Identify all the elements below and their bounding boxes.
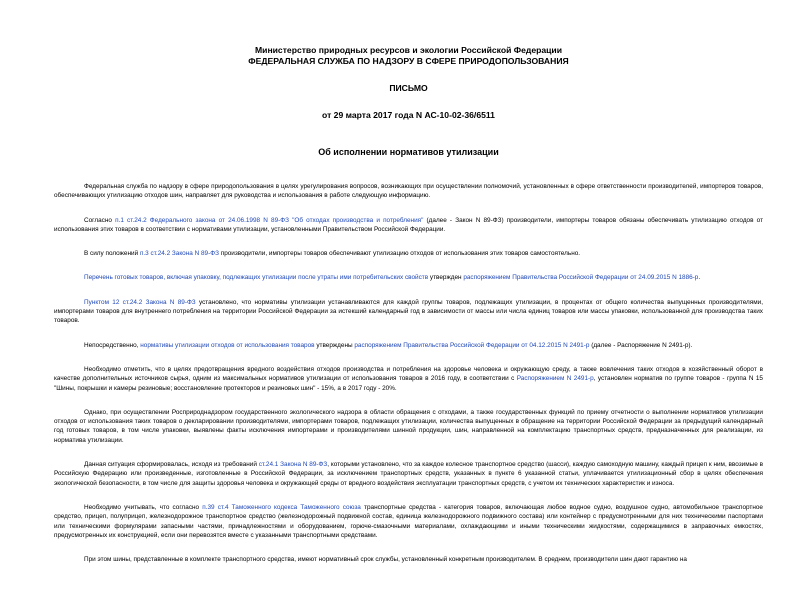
- link-order-1886[interactable]: распоряжением Правительства Российской Федерации от 24.09.2015 N 1886-р: [463, 274, 699, 282]
- paragraph-goods-list: Перечень готовых товаров, включая упаковку, подлежащих утилизации после утраты ими потребительских свойств утвержден распоряжением Правительства Российской Федерации от 24.09.2015 N 1886-р.: [84, 274, 701, 282]
- paragraph-law-89fz: Согласно п.1 ст.24.2 Федерального закона от 24.06.1998 N 89-ФЗ "Об отходах производства и потребления" (далее - Закон N 89-ФЗ) производители, импортеры товаров обязаны обеспечивать утилизацию отходов от использования этих товаров в соответствии с нормативами утилизации, установленными Правительством Российской Федерации.: [54, 216, 763, 233]
- paragraph-tire-norm: Необходимо отметить, что в целях предотвращения вредного воздействия отходов производства и потребления на здоровье человека и окружающую среду, а также вовлечения таких отходов в хозяйственный оборот в качестве дополнительных источников сырья, одним из максимальных нормативов утилизации от использования товаров в 2016 году, в соответствии с Распоряжением N 2491-р, установлен норматив по группе товаров - группа N 15 "Шины, покрышки и камеры резиновые; восстановление протекторов и резиновых шин" - 15%, а в 2017 году - 20%.: [54, 365, 763, 392]
- document-subject: Об исполнении нормативов утилизации: [318, 147, 499, 157]
- link-customs-code[interactable]: п.39 ст.4 Таможенного кодекса Таможенного союза: [202, 503, 361, 511]
- link-law-89fz[interactable]: п.1 ст.24.2 Федерального закона от 24.06.1998 N 89-ФЗ "Об отходах производства и потребления": [115, 216, 424, 224]
- paragraph-intro: Федеральная служба по надзору в сфере природопользования в целях урегулирования вопросов, возникающих при осуществлении полномочий, установленных в сфере ответственности производителей, импортеров товаров, обеспечивающих утилизацию отходов шин, направляет для руководства и использования в работе следующую информацию.: [54, 183, 763, 200]
- link-clause-12[interactable]: Пунктом 12 ст.24.2 Закона N 89-ФЗ: [84, 298, 196, 306]
- document-body: [54, 182, 763, 564]
- document-date-number: от 29 марта 2017 года N АС-10-02-36/6511: [322, 110, 495, 120]
- link-article-24-1[interactable]: ст.24.1 Закона N 89-ФЗ: [258, 461, 328, 469]
- paragraph-tire-lifetime: При этом шины, представленные в комплекте транспортного средства, имеют нормативный срок службы, установленный конкретным производителем. В среднем, производители шин дают гарантию на: [84, 556, 687, 564]
- paragraph-supervision: Однако, при осуществлении Росприроднадзором государственного экологического надзора в области обращения с отходами, а также государственных функций по приему отчетности о выполнении нормативов утилизации отходов от использования таких товаров о декларировании производителями, импортерами товаров, подлежащих утилизации, количества выпущенных в обращение на территории Российской Федерации за предыдущий календарный год готовых товаров, в том числе упаковки, выявлены факты исключения импортерами и производителями шинной продукции, шин, направленной на комплектацию транспортных средств, предназначенных для реализации, из норматива утилизации.: [54, 408, 763, 444]
- paragraph-clause-12: Пунктом 12 ст.24.2 Закона N 89-ФЗ установлено, что нормативы утилизации устанавливаются для каждой группы товаров, подлежащих утилизации, в процентах от общего количества выпущенных производителями, импортерами товаров для внутреннего потребления на территории Российской Федерации за истекший календарный год в зависимости от массы или числа единиц товаров или массы упаковки, использованной для производства таких товаров.: [54, 298, 763, 325]
- agency-name: ФЕДЕРАЛЬНАЯ СЛУЖБА ПО НАДЗОРУ В СФЕРЕ ПРИРОДОПОЛЬЗОВАНИЯ: [248, 56, 569, 66]
- document-type: ПИСЬМО: [389, 83, 428, 93]
- link-order-2491-short[interactable]: Распоряжением N 2491-р: [516, 375, 594, 383]
- document-page: [0, 45, 807, 616]
- link-order-2491[interactable]: распоряжением Правительства Российской Федерации от 04.12.2015 N 2491-р: [354, 341, 590, 349]
- ministry-name: Министерство природных ресурсов и экологии Российской Федерации: [255, 45, 562, 55]
- paragraph-norms: Непосредственно, нормативы утилизации отходов от использования товаров утверждены распоряжением Правительства Российской Федерации от 04.12.2015 N 2491-р (далее - Распоряжение N 2491-р).: [84, 341, 693, 349]
- link-clause-3[interactable]: п.3 ст.24.2 Закона N 89-ФЗ: [139, 250, 219, 258]
- link-goods-list[interactable]: Перечень готовых товаров, включая упаковку, подлежащих утилизации после утраты ими потребительских свойств: [84, 274, 429, 282]
- link-recycling-norms[interactable]: нормативы утилизации отходов от использования товаров: [140, 341, 315, 349]
- paragraph-recycling-fee: Данная ситуация сформировалась, исходя из требований ст.24.1 Закона N 89-ФЗ, которыми установлено, что за каждое колесное транспортное средство (шасси), каждую самоходную машину, каждый прицеп к ним, ввозимые в Российскую Федерацию или произведенные, изготовленные в Российской Федерации, за исключением транспортных средств, указанных в пункте 6 указанной статьи, уплачивается утилизационный сбор в целях обеспечения экологической безопасности, в том числе для защиты здоровья человека и окружающей среды от вредного воздействия эксплуатации транспортных средств, с учетом их технических характеристик и износа.: [54, 461, 763, 487]
- paragraph-clause-3: В силу положений п.3 ст.24.2 Закона N 89-ФЗ производители, импортеры товаров обеспечивают утилизацию отходов от использования этих товаров самостоятельно.: [84, 250, 581, 258]
- paragraph-customs-code: Необходимо учитывать, что согласно п.39 ст.4 Таможенного кодекса Таможенного союза транспортные средства - категория товаров, включающая любое водное судно, воздушное судно, автомобильное транспортное средство, прицеп, полуприцеп, железнодорожное транспортное средство (железнодорожный подвижной состав, единица железнодорожного подвижного состава) или контейнер с предусмотренными для них техническими паспортами или техническими формулярами запасными частями, принадлежностями и оборудованием, горюче-смазочными материалами, охлаждающими и иными техническими жидкостями, содержащимися в заправочных емкостях, предусмотренных их конструкцией, если они перевозятся вместе с указанными транспортными средствами.: [54, 503, 763, 539]
